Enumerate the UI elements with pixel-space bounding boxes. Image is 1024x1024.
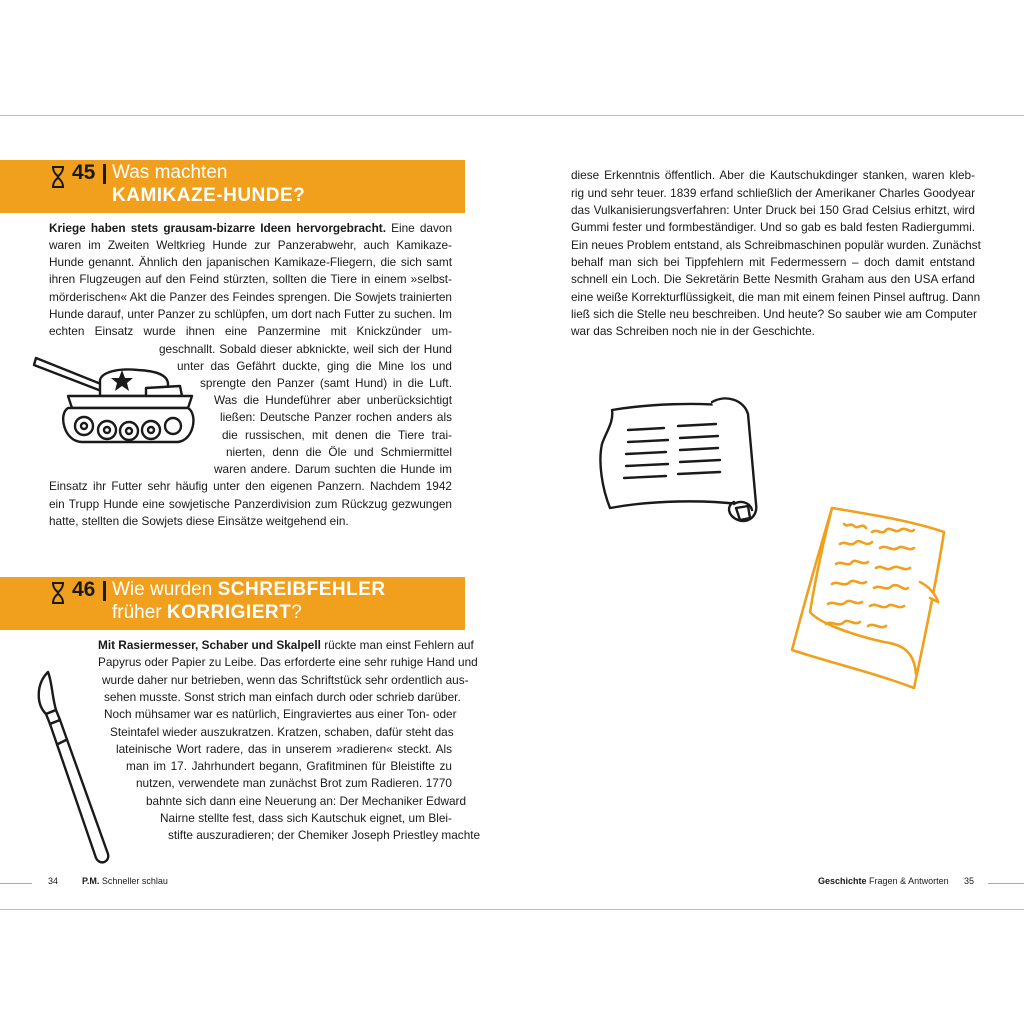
body-text-line: ließ sich die Stelle neu beschreiben. Und heute? So sauber wie am Computer: [571, 307, 977, 321]
body-text-line: Noch mühsamer war es natürlich, Eingraviertes aus einer Ton- oder: [104, 707, 457, 721]
title-separator: [103, 581, 106, 601]
question-46-header: [0, 577, 465, 630]
question-title-line1: Wie wurden SCHREIBFEHLER: [112, 579, 386, 600]
footer-accent-rule-right: [988, 883, 1024, 884]
footer-accent-rule-left: [0, 883, 32, 884]
body-text-line: sehen musste. Sonst strich man einfach durch oder schrieb darüber.: [104, 690, 461, 704]
question-title-line2: KAMIKAZE-HUNDE?: [112, 185, 306, 206]
body-text-line: man im 17. Jahrhundert begann, Grafitminen für Bleistifte zu: [126, 759, 452, 773]
body-text-line: sprengte den Panzer (samt Hund) in die Luft.: [200, 376, 452, 390]
question-title-line2: früher KORRIGIERT?: [112, 602, 302, 623]
body-text-line: diese Erkenntnis öffentlich. Aber die Kautschukdinger stanken, waren kleb-: [571, 168, 975, 182]
body-text-line: Gummi fester und formbeständiger. Und so gab es bald festen Radiergummi.: [571, 220, 975, 234]
body-text-line: ihren Flugzeugen auf den Feind stürzten, sollten die Tiere in einem »selbst-: [49, 272, 452, 286]
page-number-left: 34: [48, 876, 59, 886]
body-text-line: Papyrus oder Papier zu Leibe. Das erforderte eine sehr ruhige Hand und: [98, 655, 478, 669]
body-text-line: Ein neues Problem entstand, als Schreibmaschinen populär wurden. Zunächst: [571, 238, 981, 252]
body-text-line: mörderischen« Akt die Panzer des Feindes sprengen. Die Sowjets trainierten: [49, 290, 452, 304]
scroll-illustration: [588, 392, 766, 527]
body-text-line: Kriege haben stets grausam-bizarre Ideen hervorgebracht. Eine davon: [49, 221, 453, 235]
body-text-line: Hunde genannt. Ähnlich den japanischen Kamikaze-Fliegern, die sich samt: [49, 255, 452, 269]
body-text-line: nierten, denn die Öle und Schmiermittel: [226, 445, 452, 459]
question-45-header: [0, 160, 465, 213]
body-text-line: bahnte sich dann eine Neuerung an: Der Mechaniker Edward: [146, 794, 467, 808]
body-text-line: schnell ein Loch. Die Sekretärin Bette Nesmith Graham aus den USA erfand: [571, 272, 975, 286]
body-text-line: Was die Hundeführer aber unberücksichtigt: [214, 393, 452, 407]
hourglass-icon: [50, 166, 66, 188]
body-text-line: ließen: Deutsche Panzer rochen anders als: [220, 410, 452, 424]
footer-category: Geschichte Fragen & Antworten: [818, 876, 949, 886]
scalpel-illustration: [30, 668, 115, 868]
body-text-line: echten Einsatz wurde ihnen eine Panzermine mit Knickzünder um-: [49, 324, 452, 338]
body-text-line: Einsatz ihr Futter sehr häufig unter den eigenen Panzern. Nachdem 1942: [49, 479, 452, 493]
body-text-line: Nairne stellte fest, dass sich Kautschuk eignet, um Blei-: [160, 811, 452, 825]
body-text-line: unter das Gefährt duckte, ging die Mine los und: [177, 359, 452, 373]
hourglass-icon: [50, 582, 66, 604]
footer-brand: P.M. Schneller schlau: [82, 876, 168, 886]
title-separator: [103, 164, 106, 184]
question-number: 46: [72, 578, 96, 601]
body-text-line: war das Schreiben noch nie in der Geschichte.: [571, 324, 815, 338]
body-text-line: Hunde darauf, unter Panzer zu schlüpfen, um dort nach Futter zu suchen. Im: [49, 307, 452, 321]
body-text-line: waren im Zweiten Weltkrieg Hunde zur Panzerabwehr, auch Kamikaze-: [49, 238, 452, 252]
question-title-line1: Was machten: [112, 162, 228, 183]
body-text-line: die russischen, mit denen die Tiere trai-: [222, 428, 452, 442]
body-text-line: rig und sehr teuer. 1839 erfand schließlich der Amerikaner Charles Goodyear: [571, 186, 975, 200]
tablet-illustration: [788, 502, 953, 692]
body-text-line: ein Trupp Hunde eine sowjetische Panzerdivision zum Rückzug gezwungen: [49, 497, 452, 511]
body-text-line: Steintafel wieder auszukratzen. Kratzen, schaben, dafür steht das: [110, 725, 454, 739]
body-text-line: lateinische Wort radere, das in unserem »radieren« steckt. Als: [116, 742, 452, 756]
question-number: 45: [72, 161, 96, 184]
body-text-line: eine weiße Korrekturflüssigkeit, die man mit einem feinen Pinsel auftrug. Dann: [571, 290, 981, 304]
body-text-line: wurde daher nur betrieben, wenn das Schriftstück sehr ordentlich aus-: [102, 673, 469, 687]
body-text-line: waren andere. Darum suchten die Hunde im: [214, 462, 452, 476]
body-text-line: Mit Rasiermesser, Schaber und Skalpell rückte man einst Fehlern auf: [98, 638, 474, 652]
body-text-line: geschnallt. Sobald dieser abknickte, weil sich der Hund: [159, 342, 452, 356]
body-text-line: hatte, stellten die Sowjets diese Einsätze weitgehend ein.: [49, 514, 349, 528]
page-number-right: 35: [964, 876, 975, 886]
body-text-line: stifte auszuradieren; der Chemiker Joseph Priestley machte: [168, 828, 481, 842]
body-text-line: behalf man sich bei Tippfehlern mit Federmessern – doch damit entstand: [571, 255, 975, 269]
body-text-line: nutzen, verwendete man zunächst Brot zum Radieren. 1770: [136, 776, 452, 790]
tank-illustration: [28, 350, 198, 450]
body-text-line: das Vulkanisierungsverfahren: Unter Druck bei 150 Grad Celsius erhitzt, wird: [571, 203, 975, 217]
